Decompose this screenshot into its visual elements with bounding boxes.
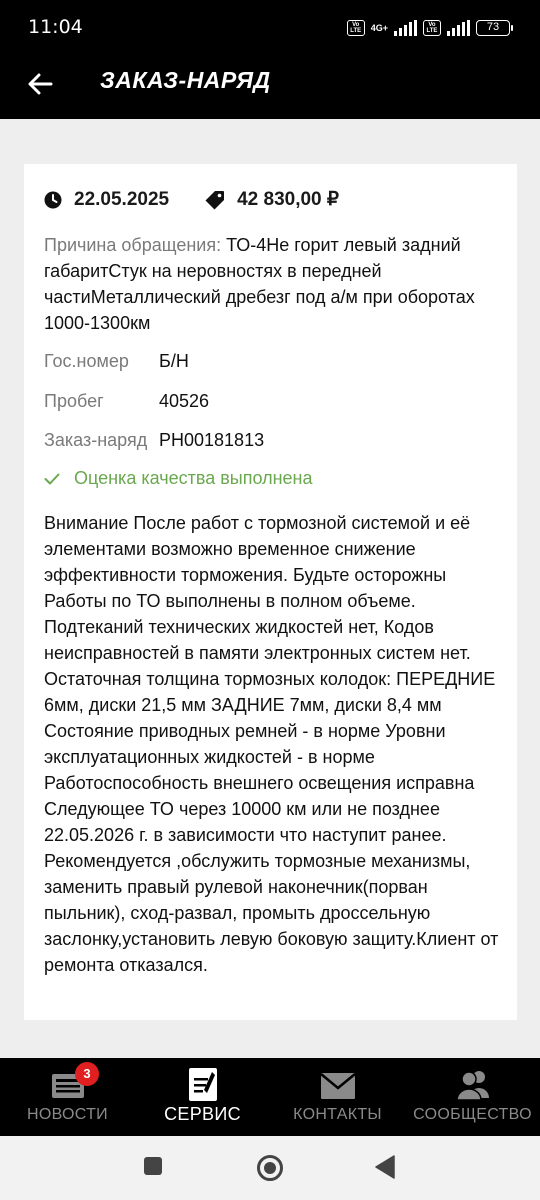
people-icon [455,1068,491,1102]
visit-reason-text: ТО-4Не горит левый задний габаритСтук на неровностях в передней частиМеталлический дребезг под а/м при оборотах 1000-1300км [44,235,475,333]
envelope-icon [320,1068,356,1102]
order-meta [44,188,339,211]
back-button[interactable] [20,64,60,104]
status-bar [0,0,540,56]
signal-icon [394,20,417,36]
order-number-label: Заказ-наряд [44,430,148,450]
status-time: 11:04 [28,16,83,38]
order-date: 22.05.2025 [74,188,170,210]
network-type: 4G+ [370,22,388,33]
home-button[interactable] [256,1154,284,1187]
quality-rated-label: Оценка качества выполнена [74,468,313,488]
circle-icon [256,1154,284,1182]
page-title: ЗАКАЗ-НАРЯД [100,67,271,93]
nav-item-service[interactable] [135,1058,270,1136]
app-bar [0,56,540,119]
order-price: 42 830,00 ₽ [237,189,339,210]
mileage-row [44,391,209,412]
volte-icon: Vo LTE [347,20,365,36]
news-badge: 3 [75,1062,99,1086]
nav-item-news[interactable] [0,1058,135,1136]
order-number-value: РН00181813 [159,430,265,450]
square-icon [143,1156,163,1176]
clock-icon [44,191,62,209]
tag-icon [205,190,225,210]
arrow-left-icon [27,73,53,95]
order-number-row [44,430,264,451]
nav-label-contacts: КОНТАКТЫ [293,1106,382,1123]
plate-row [44,351,189,372]
plate-value: Б/Н [159,351,189,371]
quality-rated-status [44,468,313,489]
signal-icon-2 [447,20,470,36]
recents-button[interactable] [143,1156,163,1181]
status-icons [347,18,510,38]
bottom-nav [0,1058,540,1136]
order-notes: Внимание После работ с тормозной системой и её элементами возможно временное снижение эффективности торможения. Будьте осторожны Работы по ТО выполнены в полном объеме. Подтеканий технических жидкостей нет, Кодов неисправностей в памяти электронных систем нет. Остаточная толщина тормозных колодок: ПЕРЕДНИЕ 6мм, диски 21,5 мм ЗАДНИЕ 7мм, диски 8,4 мм Состояние приводных ремней - в норме Уровни эксплуатационных жидкостей - в норме Работоспособность внешнего освещения исправна Следующее ТО через 10000 км или не позднее 22.05.2026 г. в зависимости что наступит ранее. Рекомендуется ,обслужить тормозные механизмы, заменить правый рулевой наконечник(порван пыльник), сход-развал, промыть дроссельную заслонку,установить левую боковую защиту.Клиент от ремонта отказался. [44,513,499,975]
volte-icon-2: Vo LTE [423,20,441,36]
check-icon [44,473,60,485]
nav-item-community[interactable] [405,1058,540,1136]
system-back-button[interactable] [375,1155,395,1184]
plate-label: Гос.номер [44,351,129,371]
nav-label-news: НОВОСТИ [27,1106,108,1123]
document-pen-icon [185,1068,221,1102]
mileage-label: Пробег [44,391,104,411]
system-nav-bar [0,1136,540,1200]
battery-icon: 73 [476,20,510,36]
nav-item-contacts[interactable] [270,1058,405,1136]
nav-label-service: СЕРВИС [164,1104,241,1124]
mileage-value: 40526 [159,391,210,411]
visit-reason-label: Причина обращения: [44,235,222,255]
content-area [0,119,540,1058]
visit-reason [44,232,484,336]
triangle-back-icon [375,1155,395,1179]
nav-label-community: СООБЩЕСТВО [413,1106,532,1123]
order-card [24,164,517,1020]
